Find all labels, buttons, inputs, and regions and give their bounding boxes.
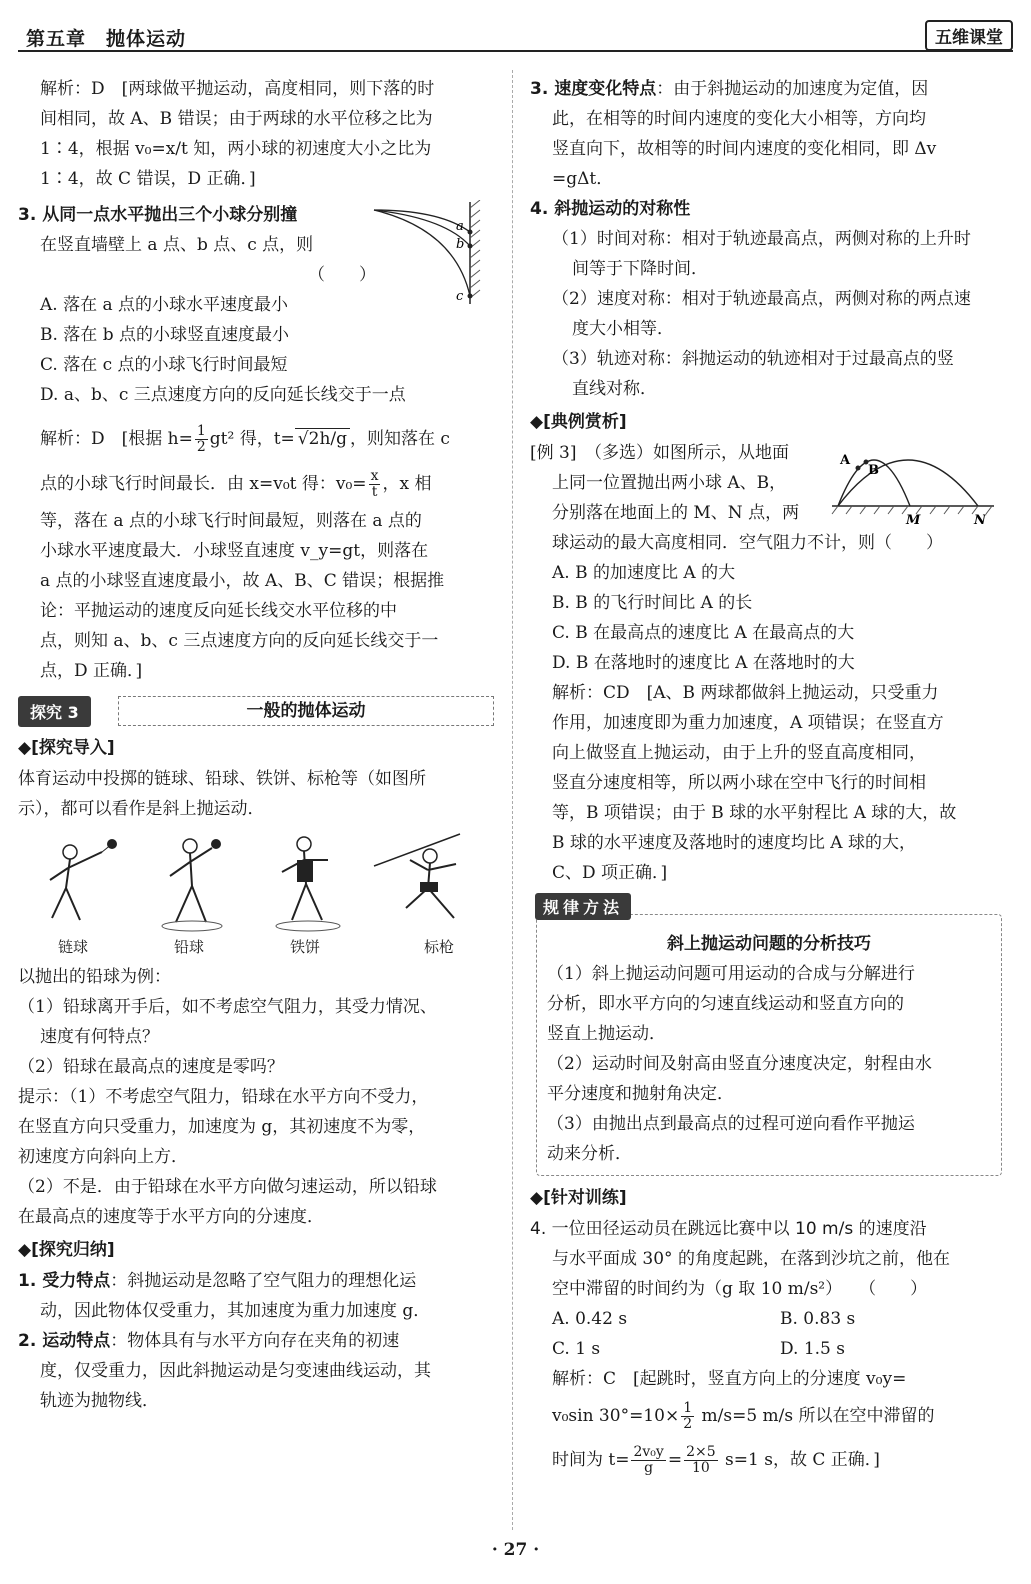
option-b: B. 落在 b 点的小球竖直速度最小 — [40, 325, 289, 345]
brand-badge: 五维课堂 — [925, 20, 1013, 51]
analysis-text: = — [667, 1450, 683, 1470]
summary-item-text: ：由于斜抛运动的加速度为定值，因 — [656, 79, 929, 99]
fig-label-c: c — [456, 289, 464, 304]
summary-item-cont: 轨迹为抛物线． — [40, 1391, 159, 1411]
javelin-figure — [370, 830, 480, 934]
example-analysis — [530, 678, 1008, 888]
analysis-line — [530, 1394, 1008, 1438]
question-stem-line: 在竖直墙壁上 a 点、b 点、c 点，则 — [40, 235, 314, 255]
hint-line: 在竖直方向只受重力，加速度为 g，其初速度不为零， — [18, 1117, 426, 1137]
shot-put-figure — [146, 830, 236, 934]
analysis-line: 解析：C [起跳时，竖直方向上的分速度 v₀y= — [552, 1369, 907, 1389]
training-stem-line: 4. 一位田径运动员在跳远比赛中以 10 m/s 的速度沿 — [530, 1219, 927, 1239]
intro-line: 体育运动中投掷的链球、铅球、铁饼、标枪等（如图所 — [18, 769, 426, 789]
method-tag: 规律方法 — [535, 893, 631, 920]
analysis-text: m/s=5 m/s 所以在空中滞留的 — [696, 1406, 935, 1426]
analysis-line: 点，则知 a、b、c 三点速度方向的反向延长线交于一 — [40, 631, 439, 651]
option-c: C. 落在 c 点的小球飞行时间最短 — [40, 355, 288, 375]
fraction-half: $\frac{1}{2}$ — [196, 423, 206, 455]
analysis-text: 解析：D [根据 h= — [40, 429, 193, 449]
example-stem-line: 分别落在地面上的 M、N 点，两 — [552, 503, 800, 523]
label-discus: 铁饼 — [290, 938, 321, 956]
page-header — [18, 14, 1013, 48]
summary-item-line: 竖直向下，故相等的时间内速度的变化相同，即 Δv — [552, 139, 937, 159]
method-line: （3）由抛出点到最高点的过程可逆向看作平抛运 — [547, 1114, 915, 1134]
summary-item-title: 1. 受力特点 — [18, 1271, 111, 1291]
answer-bracket-text: （ ） — [308, 265, 376, 285]
example-stem-line: [例 3] （多选）如图所示，从地面 — [530, 443, 789, 463]
analysis-text: 点的小球飞行时间最长．由 x=v₀t 得：v₀= — [40, 474, 367, 494]
fraction-value: $\frac{2\times 5}{10}$ — [686, 1444, 716, 1476]
summary-item-3 — [530, 74, 1008, 194]
explore-tag: 探究 3 — [18, 696, 91, 727]
label-javelin: 标枪 — [424, 938, 455, 956]
fraction-x-t: $\frac{x}{t}$ — [370, 468, 379, 500]
fraction-time: $\frac{\text{2v₀y}}{g}$ — [633, 1444, 664, 1476]
page-number: · 27 · — [491, 1540, 540, 1560]
method-line: （1）斜上抛运动问题可用运动的合成与分解进行 — [547, 964, 915, 984]
explore-summary — [18, 1234, 494, 1416]
analysis-line: 竖直分速度相等，所以两小球在空中飞行的时间相 — [552, 773, 926, 793]
analysis-line: 1∶4，故 C 错误，D 正确．] — [40, 169, 256, 189]
analysis-line: 解析：CD [A、B 两球都做斜上抛运动，只受重力 — [552, 683, 939, 703]
training-analysis — [530, 1364, 1008, 1482]
explore-3-bar — [18, 696, 494, 726]
summary-item-2 — [18, 1326, 494, 1356]
question-stem-line: 3. 从同一点水平抛出三个小球分别撞 — [18, 205, 298, 225]
section-heading: ◆[探究导入] — [18, 738, 115, 758]
fig-label-N: N — [974, 513, 986, 528]
fig-label-A: A — [840, 453, 851, 468]
summary-item-text: ：物体具有与水平方向存在夹角的初速 — [110, 1331, 400, 1351]
option-b: B. 0.83 s — [780, 1309, 856, 1329]
discus-figure — [264, 830, 354, 934]
analysis-line: B 球的水平速度及落地时的速度均比 A 球的大， — [552, 833, 916, 853]
summary-item-line — [530, 74, 1008, 104]
method-line: （2）运动时间及射高由竖直分速度决定，射程由水 — [547, 1054, 932, 1074]
hammer-throw-figure — [32, 830, 122, 934]
analysis-line: a 点的小球竖直速度最小，故 A、B、C 错误；根据推 — [40, 571, 445, 591]
intro-line: （2）铅球在最高点的速度是零吗？ — [18, 1057, 284, 1077]
analysis-text: gt² 得，t= — [209, 429, 295, 449]
option-d: D. 1.5 s — [780, 1339, 845, 1359]
hint-line: 初速度方向斜向上方． — [18, 1147, 188, 1167]
training-stem-line: 与水平面成 30° 的角度起跳，在落到沙坑之前，他在 — [552, 1249, 950, 1269]
symmetry-line: 度大小相等． — [572, 319, 674, 339]
method-box — [536, 898, 1002, 1176]
hint-line: 提示：（1）不考虑空气阻力，铅球在水平方向不受力， — [18, 1087, 429, 1107]
summary-item-cont: 度，仅受重力，因此斜抛运动是匀变速曲线运动，其 — [40, 1361, 431, 1381]
hint-block — [18, 1082, 494, 1232]
analysis-line: 等，B 项错误；由于 B 球的水平射程比 A 球的大，故 — [552, 803, 957, 823]
analysis-line: 小球水平速度最大．小球竖直速度 v_y=gt，则落在 — [40, 541, 429, 561]
fig-label-a: a — [456, 219, 464, 234]
summary-item-4 — [530, 194, 1008, 404]
method-line: 分析，即水平方向的匀速直线运动和竖直方向的 — [547, 994, 904, 1014]
summary-item-cont: 动，因此物体仅受重力，其加速度为重力加速度 g． — [40, 1301, 431, 1321]
intro-line: （1）铅球离开手后，如不考虑空气阻力，其受力情况、 — [18, 997, 437, 1017]
option-c: C. 1 s — [552, 1339, 601, 1359]
symmetry-line: 直线对称． — [572, 379, 657, 399]
analysis-line — [18, 462, 494, 506]
left-column — [18, 74, 494, 1416]
option-a: A. B 的加速度比 A 的大 — [552, 563, 736, 583]
section-heading: ◆[探究归纳] — [18, 1240, 115, 1260]
summary-item-title: 3. 速度变化特点 — [530, 79, 657, 99]
analysis-q2 — [18, 74, 494, 194]
chapter-title: 第五章 抛体运动 — [26, 28, 187, 50]
analysis-line: C、D 项正确．] — [552, 863, 668, 883]
summary-item-line: =gΔt． — [552, 169, 614, 189]
example-3 — [530, 406, 1008, 888]
symmetry-line: （1）时间对称：相对于轨迹最高点，两侧对称的上升时 — [552, 229, 971, 249]
method-title: 斜上抛运动问题的分析技巧 — [667, 934, 871, 954]
summary-item-1 — [18, 1266, 494, 1296]
analysis-text: 时间为 t= — [552, 1450, 630, 1470]
option-c: C. B 在最高点的速度比 A 在最高点的大 — [552, 623, 855, 643]
label-hammer: 链球 — [58, 938, 89, 956]
analysis-text: ，x 相 — [382, 474, 432, 494]
intro-line: 速度有何特点？ — [40, 1027, 159, 1047]
option-d: D. B 在落地时的速度比 A 在落地时的大 — [552, 653, 855, 673]
method-line: 动来分析． — [547, 1144, 632, 1164]
analysis-line — [530, 1438, 1008, 1482]
analysis-line: 解析：D [两球做平抛运动，高度相同，则下落的时 — [40, 79, 435, 99]
label-shot-put: 铅球 — [174, 938, 205, 956]
example-stem-line: 球运动的最大高度相同．空气阻力不计，则（ ） — [552, 533, 943, 553]
column-divider — [512, 70, 513, 1530]
summary-item-title: 4. 斜抛运动的对称性 — [530, 199, 691, 219]
header-rule — [18, 50, 1013, 52]
analysis-text: ，则知落在 c — [350, 429, 450, 449]
section-heading: ◆[针对训练] — [530, 1188, 627, 1208]
summary-item-title: 2. 运动特点 — [18, 1331, 111, 1351]
projectile-ab-figure — [828, 440, 998, 530]
training-stem-line: 空中滞留的时间约为（g 取 10 m/s²） （ ） — [552, 1279, 928, 1299]
training — [530, 1182, 1008, 1482]
fig-label-B: B — [868, 463, 879, 478]
summary-item-text: ：斜抛运动是忽略了空气阻力的理想化运 — [110, 1271, 417, 1291]
section-heading: ◆[典例赏析] — [530, 412, 627, 432]
athletes-figure — [18, 830, 494, 960]
sqrt-expression: √2h/g — [295, 428, 350, 449]
right-column — [530, 74, 1008, 1482]
options-row — [530, 1304, 1008, 1334]
summary-item-line: 此，在相等的时间内速度的变化大小相等，方向均 — [552, 109, 926, 129]
analysis-line: 1∶4，根据 v₀=x/t 知，两小球的初速度大小之比为 — [40, 139, 432, 159]
symmetry-line: （2）速度对称：相对于轨迹最高点，两侧对称的两点速 — [552, 289, 971, 309]
intro-line: 以抛出的铅球为例： — [18, 967, 171, 987]
analysis-line: 间相同，故 A、B 错误；由于两球的水平位移之比为 — [40, 109, 433, 129]
analysis-line: 等，落在 a 点的小球飞行时间最短，则落在 a 点的 — [40, 511, 422, 531]
hint-line: （2）不是．由于铅球在水平方向做匀速运动，所以铅球 — [18, 1177, 437, 1197]
option-b: B. B 的飞行时间比 A 的长 — [552, 593, 753, 613]
analysis-text: v₀sin 30°=10× — [552, 1406, 680, 1426]
fraction-half: $\frac{1}{2}$ — [683, 1400, 693, 1432]
explore-title: 一般的抛体运动 — [118, 696, 494, 726]
hint-line: 在最高点的速度等于水平方向的分速度． — [18, 1207, 324, 1227]
explore-intro — [18, 732, 494, 1232]
analysis-line: 点，D 正确．] — [40, 661, 143, 681]
option-d: D. a、b、c 三点速度方向的反向延长线交于一点 — [40, 385, 406, 405]
options-row — [530, 1334, 1008, 1364]
analysis-line: 作用，加速度即为重力加速度，A 项错误；在竖直方 — [552, 713, 944, 733]
fig-label-b: b — [456, 237, 465, 252]
option-a: A. 0.42 s — [552, 1309, 628, 1329]
analysis-line: 论：平抛运动的速度反向延长线交水平位移的中 — [40, 601, 397, 621]
analysis-q3 — [18, 416, 494, 686]
example-stem-line: 上同一位置抛出两小球 A、B， — [552, 473, 787, 493]
method-line: 竖直上抛运动． — [547, 1024, 666, 1044]
intro-line: 示），都可以看作是斜上抛运动． — [18, 799, 265, 819]
option-a: A. 落在 a 点的小球水平速度最小 — [40, 295, 289, 315]
symmetry-line: 间等于下降时间． — [572, 259, 708, 279]
analysis-text: s=1 s，故 C 正确．] — [719, 1450, 880, 1470]
symmetry-line: （3）轨迹对称：斜抛运动的轨迹相对于过最高点的竖 — [552, 349, 954, 369]
method-line: 平分速度和抛射角决定． — [547, 1084, 734, 1104]
analysis-line — [18, 416, 494, 462]
wall-trajectory-figure — [370, 200, 490, 310]
fig-label-M: M — [906, 513, 921, 528]
question-3 — [18, 200, 494, 410]
analysis-line: 向上做竖直上抛运动，由于上升的竖直高度相同， — [552, 743, 926, 763]
